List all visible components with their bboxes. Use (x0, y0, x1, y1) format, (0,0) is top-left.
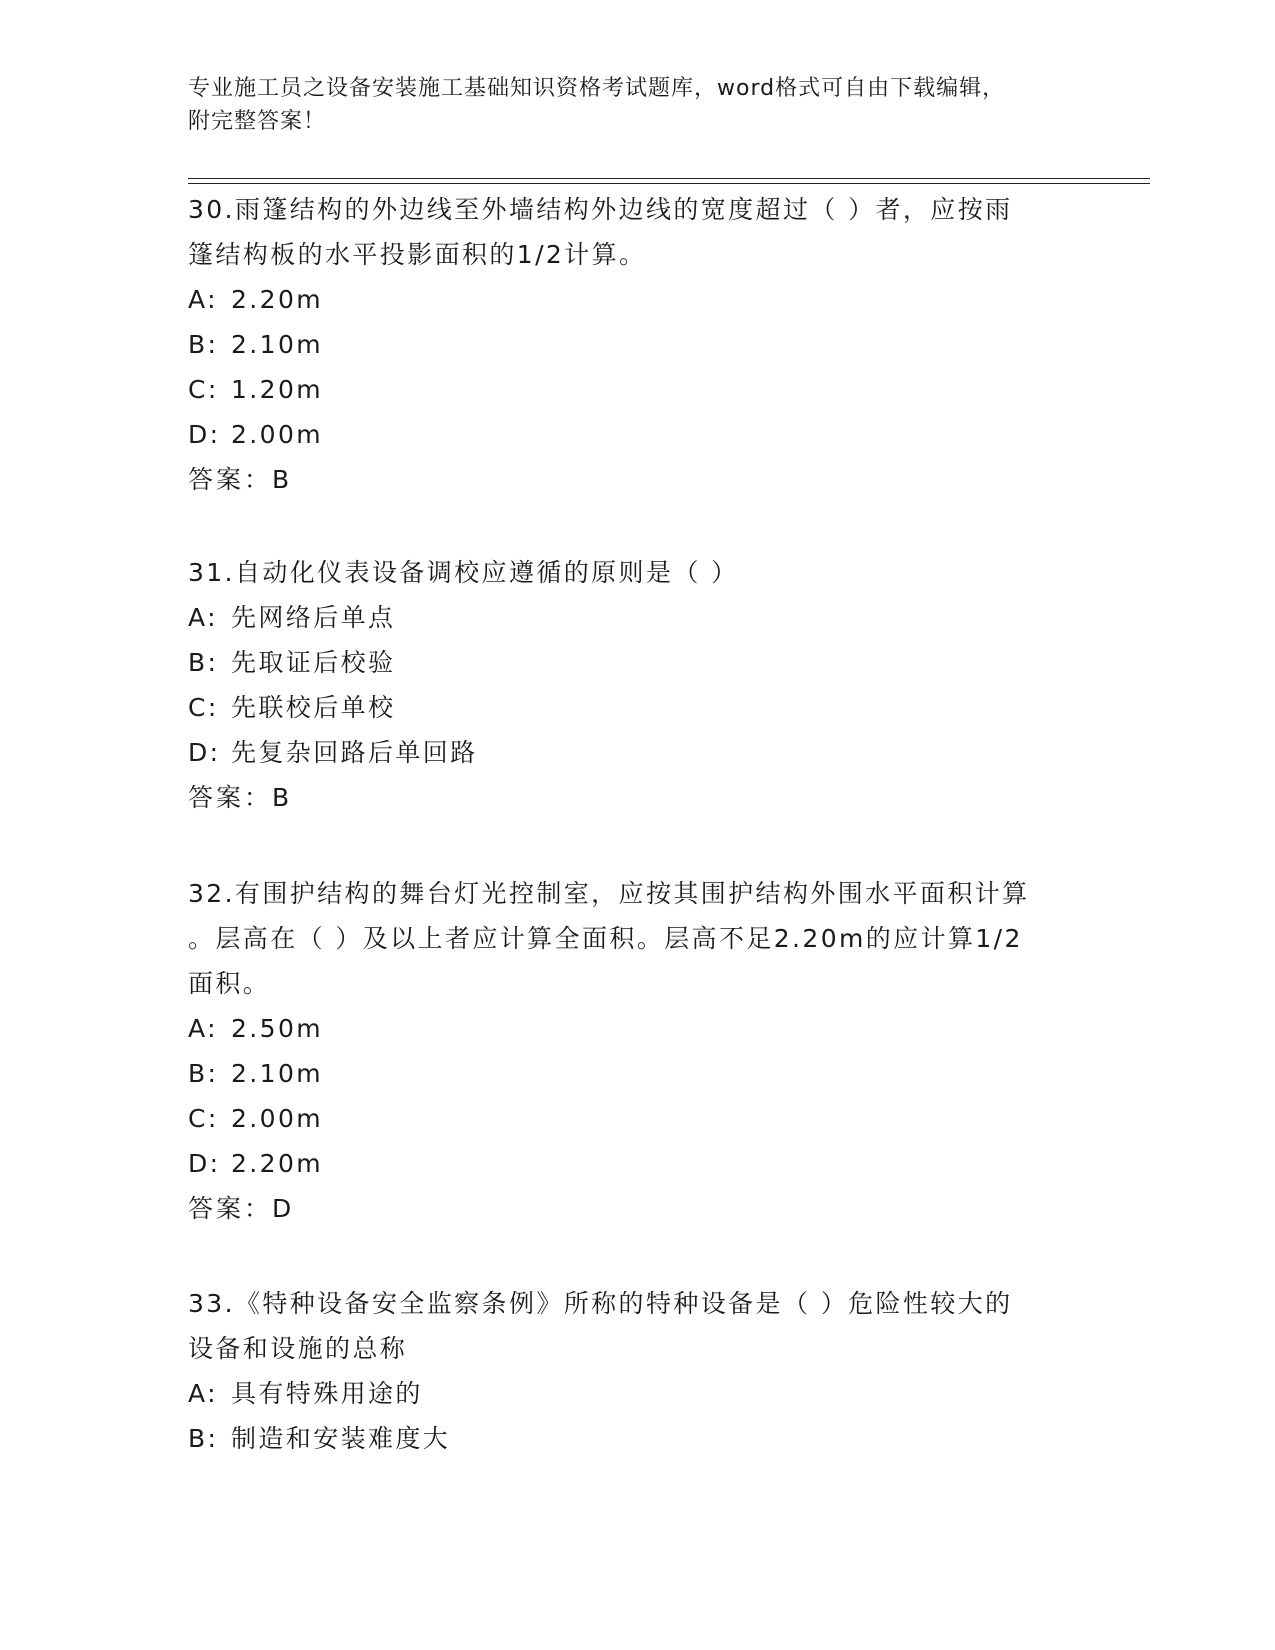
option-a (188, 1371, 1088, 1416)
option-c (188, 367, 1088, 412)
option-letter: B: (188, 1059, 219, 1088)
header-divider-top (188, 178, 1150, 179)
option-letter: B: (188, 1424, 219, 1453)
answer-label: 答案： (188, 465, 273, 494)
question-stem-line: 面积。 (188, 969, 271, 998)
option-letter: A: (188, 285, 218, 314)
option-text: 1.20m (231, 375, 324, 404)
option-letter: D: (188, 420, 221, 449)
option-letter: A: (188, 603, 218, 632)
answer-line (188, 457, 1088, 502)
option-text: 2.20m (231, 285, 324, 314)
option-c (188, 685, 1088, 730)
header-line-2: 附完整答案！ (188, 109, 327, 134)
answer-label: 答案： (188, 783, 273, 812)
option-text: 2.00m (231, 420, 324, 449)
document-header (188, 72, 1088, 138)
answer-value: B (272, 465, 290, 494)
question-stem-line: 31.自动化仪表设备调校应遵循的原则是（ ） (188, 558, 739, 587)
option-a (188, 277, 1088, 322)
option-letter: A: (188, 1379, 218, 1408)
question-stem-line: 33.《特种设备安全监察条例》所称的特种设备是（ ）危险性较大的 (188, 1289, 1013, 1318)
option-letter: B: (188, 648, 219, 677)
question-stem-line: 。层高在（ ）及以上者应计算全面积。层高不足2.20m的应计算1/2 (188, 924, 1023, 953)
answer-label: 答案： (188, 1194, 273, 1223)
option-text: 先网络后单点 (231, 603, 396, 632)
question-31 (188, 550, 1088, 820)
option-b (188, 1051, 1088, 1096)
option-c (188, 1096, 1088, 1141)
header-divider-bottom (188, 183, 1150, 184)
option-text: 先取证后校验 (231, 648, 396, 677)
option-letter: D: (188, 738, 221, 767)
question-32 (188, 871, 1088, 1231)
answer-line (188, 775, 1088, 820)
option-text: 2.10m (231, 1059, 324, 1088)
option-text: 制造和安装难度大 (231, 1424, 451, 1453)
question-33 (188, 1281, 1088, 1461)
option-b (188, 640, 1088, 685)
question-stem-line: 30.雨篷结构的外边线至外墙结构外边线的宽度超过（ ）者，应按雨 (188, 195, 1013, 224)
option-b (188, 1416, 1088, 1461)
header-line-1: 专业施工员之设备安装施工基础知识资格考试题库，word格式可自由下载编辑， (188, 76, 1006, 101)
option-text: 2.50m (231, 1014, 324, 1043)
option-text: 先复杂回路后单回路 (231, 738, 478, 767)
answer-value: D (272, 1194, 292, 1223)
option-letter: C: (188, 693, 219, 722)
answer-value: B (272, 783, 290, 812)
option-letter: A: (188, 1014, 218, 1043)
option-letter: C: (188, 375, 219, 404)
option-letter: D: (188, 1149, 221, 1178)
option-text: 2.00m (231, 1104, 324, 1133)
answer-line (188, 1186, 1088, 1231)
option-text: 2.10m (231, 330, 324, 359)
option-d (188, 730, 1088, 775)
question-stem-line: 篷结构板的水平投影面积的1/2计算。 (188, 240, 647, 269)
question-stem-line: 设备和设施的总称 (188, 1334, 408, 1363)
option-text: 先联校后单校 (231, 693, 396, 722)
question-30 (188, 187, 1088, 502)
option-letter: C: (188, 1104, 219, 1133)
question-stem-line: 32.有围护结构的舞台灯光控制室，应按其围护结构外围水平面积计算 (188, 879, 1030, 908)
option-d (188, 412, 1088, 457)
option-d (188, 1141, 1088, 1186)
option-a (188, 1006, 1088, 1051)
option-b (188, 322, 1088, 367)
option-a (188, 595, 1088, 640)
option-text: 具有特殊用途的 (231, 1379, 423, 1408)
option-text: 2.20m (231, 1149, 324, 1178)
option-letter: B: (188, 330, 219, 359)
